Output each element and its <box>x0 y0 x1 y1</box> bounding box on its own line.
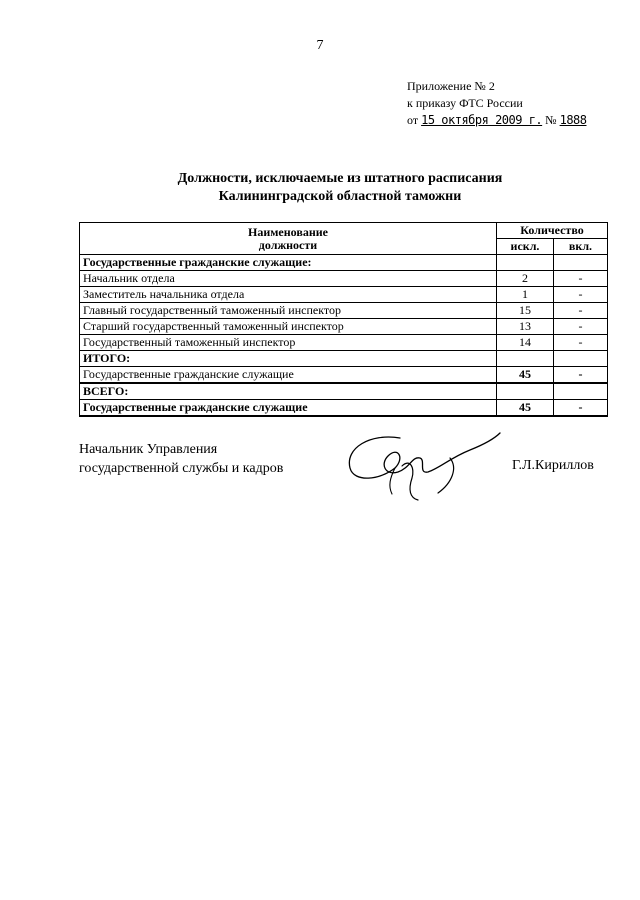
row-incl: - <box>554 303 608 319</box>
section-label: Государственные гражданские служащие: <box>80 255 497 271</box>
row-name: Начальник отдела <box>80 271 497 287</box>
appendix-line1: Приложение № 2 <box>407 79 495 93</box>
signatory-name: Г.Л.Кириллов <box>512 458 594 473</box>
total-label-row <box>80 383 608 400</box>
total-incl: - <box>554 400 608 417</box>
section-row <box>80 255 608 271</box>
table-row <box>80 303 608 319</box>
header-name-line1: Наименование <box>248 224 328 239</box>
table-row <box>80 319 608 335</box>
row-incl: - <box>554 319 608 335</box>
row-name: Старший государственный таможенный инспектор <box>80 319 497 335</box>
table-row <box>80 335 608 351</box>
header-incl-cell: вкл. <box>554 239 608 255</box>
total-excl: 45 <box>497 400 554 417</box>
row-excl: 13 <box>497 319 554 335</box>
subtotal-row <box>80 367 608 384</box>
row-incl: - <box>554 271 608 287</box>
header-name-line2: должности <box>258 237 318 252</box>
row-excl: 15 <box>497 303 554 319</box>
order-date: 15 октября 2009 г. <box>421 113 543 127</box>
header-name-cell <box>80 223 497 255</box>
row-excl: 2 <box>497 271 554 287</box>
header-excl-cell: искл. <box>497 239 554 255</box>
signatory-title <box>79 440 283 478</box>
title-line2: Калининградской областной таможни <box>218 189 462 204</box>
row-incl: - <box>554 335 608 351</box>
table-row <box>80 271 608 287</box>
subtotal-label-row <box>80 351 608 367</box>
positions-table <box>79 222 608 417</box>
row-name: Заместитель начальника отдела <box>80 287 497 303</box>
total-label: ВСЕГО: <box>80 383 497 400</box>
number-prefix: № <box>545 113 557 127</box>
row-name: Государственный таможенный инспектор <box>80 335 497 351</box>
appendix-block <box>407 78 587 129</box>
subtotal-excl: 45 <box>497 367 554 384</box>
total-row <box>80 400 608 417</box>
date-prefix: от <box>407 113 419 127</box>
header-count-cell: Количество <box>497 223 608 239</box>
row-incl: - <box>554 287 608 303</box>
table-header-row <box>80 223 608 239</box>
appendix-date-line <box>407 112 587 129</box>
handwritten-signature <box>340 428 510 508</box>
title-line1: Должности, исключаемые из штатного расписания <box>177 171 503 186</box>
row-excl: 1 <box>497 287 554 303</box>
document-title <box>0 170 640 206</box>
appendix-line2: к приказу ФТС России <box>407 96 523 110</box>
total-name: Государственные гражданские служащие <box>80 400 497 417</box>
table-row <box>80 287 608 303</box>
subtotal-incl: - <box>554 367 608 384</box>
page-number: 7 <box>316 38 324 53</box>
subtotal-label: ИТОГО: <box>80 351 497 367</box>
row-excl: 14 <box>497 335 554 351</box>
row-name: Главный государственный таможенный инспектор <box>80 303 497 319</box>
signatory-title-line1: Начальник Управления <box>79 442 218 457</box>
subtotal-name: Государственные гражданские служащие <box>80 367 497 384</box>
signatory-title-line2: государственной службы и кадров <box>79 461 284 476</box>
order-number: 1888 <box>559 113 587 127</box>
